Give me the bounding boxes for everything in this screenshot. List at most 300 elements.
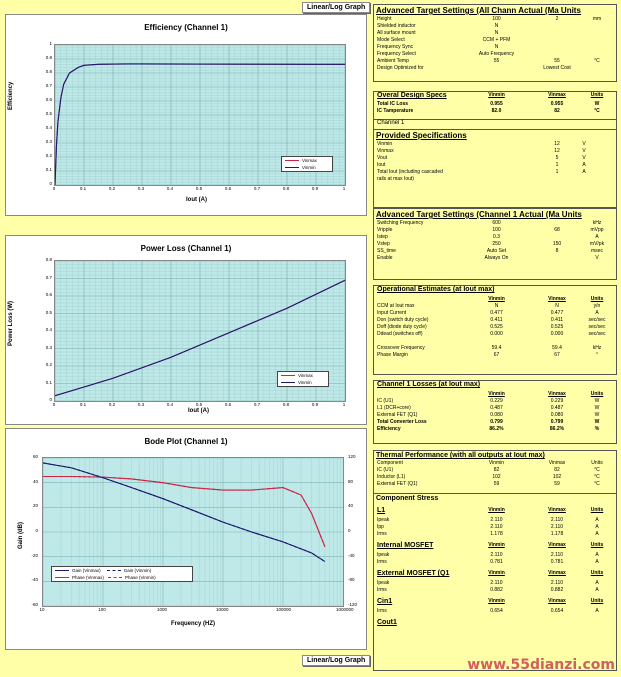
- table-row: [374, 587, 616, 594]
- cell-value: °C: [594, 481, 600, 487]
- cell-value: N: [494, 303, 499, 309]
- table-header-row: [374, 296, 616, 303]
- cell-value: W: [594, 405, 600, 411]
- table-row: [374, 580, 616, 587]
- tick-label: 0.8: [45, 69, 52, 74]
- cell-value: 0.080: [550, 412, 564, 418]
- cell-value: V: [595, 255, 599, 261]
- tick-label: 0.7: [45, 274, 52, 280]
- table-row: [374, 474, 616, 481]
- table-row: [374, 162, 616, 169]
- col-header: Vinmin: [488, 296, 505, 302]
- section-title: Advanced Target Settings (All Chann Actual (Ma Units: [376, 6, 581, 15]
- table-row: [374, 608, 616, 615]
- row-label: Ipeak: [377, 517, 390, 523]
- row-label: Irms: [377, 587, 387, 593]
- cell-value: 102: [552, 474, 562, 480]
- cell-value: 0.955: [490, 101, 503, 107]
- cell-value: 0.411: [490, 317, 503, 323]
- cell-value: 1.178: [550, 531, 564, 537]
- row-label: Vripple: [377, 227, 393, 233]
- cell-value: V: [582, 148, 586, 154]
- cell-value: 2.110: [490, 552, 503, 558]
- cell-value: kHz: [592, 220, 602, 226]
- cell-value: A: [595, 608, 599, 614]
- legend-label: Phase (Vinmin): [124, 575, 156, 580]
- row-label: Phase Margin: [377, 352, 408, 358]
- cell-value: 2.110: [550, 517, 564, 523]
- cell-value: 0.000: [490, 331, 503, 337]
- tick-label: 0.4: [166, 186, 174, 191]
- efficiency-plot-area: [54, 44, 346, 186]
- table-row: [374, 234, 616, 241]
- cell-value: 1: [555, 169, 559, 175]
- phase-line-vinmax: [43, 477, 325, 547]
- stress-group-header: [374, 570, 616, 580]
- row-label: All surface mount: [377, 30, 416, 36]
- row-label: Frequency Sync: [377, 44, 414, 50]
- table-row: [374, 531, 616, 538]
- section-title: Provided Specifications: [376, 131, 467, 140]
- cell-value: %: [594, 426, 600, 432]
- cell-value: W: [594, 398, 600, 404]
- row-label: Vinmax: [377, 148, 394, 154]
- x-axis-label: Frequency (HZ): [171, 621, 216, 627]
- tick-label: 0.2: [108, 402, 116, 407]
- stress-group-header: [374, 542, 616, 552]
- row-label: Enable: [377, 255, 393, 261]
- cell-value: 59.4: [491, 345, 502, 351]
- col-header: Units: [590, 296, 604, 302]
- section-title: Channel 1 Losses (at Iout max): [377, 381, 481, 388]
- cell-value: Always On: [484, 255, 509, 261]
- cell-value: 0.487: [550, 405, 564, 411]
- bode-plot-area: [42, 457, 344, 607]
- tick-label: 1: [342, 186, 346, 191]
- table-row: [374, 426, 616, 433]
- table-row: [374, 517, 616, 524]
- tick-label: 0: [49, 181, 52, 186]
- tick-label: 0.2: [45, 153, 52, 158]
- row-label: Vinmin: [377, 141, 393, 147]
- cell-value: 0.477: [550, 310, 564, 316]
- row-label: Total IC Loss: [377, 101, 409, 107]
- col-header: Units: [590, 391, 604, 397]
- advanced-target-settings-all: [373, 4, 617, 82]
- cell-value: V: [582, 141, 586, 147]
- cell-value: 0.955: [550, 101, 564, 107]
- row-label: Ambient Temp: [377, 58, 409, 64]
- cell-value: sec/sec: [588, 324, 606, 330]
- tick-label: 0.3: [137, 186, 145, 191]
- section-title: Advanced Target Settings (Channel 1 Actual (Ma Units: [376, 210, 582, 219]
- row-label: External FET (Q1): [377, 412, 418, 418]
- tick-label: 60: [32, 454, 38, 459]
- cell-value: 100: [492, 16, 501, 22]
- tick-label: 0.7: [45, 83, 52, 88]
- cell-value: 0.487: [490, 405, 503, 411]
- tick-label: 0.8: [282, 186, 290, 191]
- power-loss-plot-area: [54, 260, 346, 402]
- cell-value: A: [582, 169, 586, 175]
- cell-value: A: [595, 531, 599, 537]
- tick-label: -20: [31, 552, 38, 558]
- cell-value: 2.110: [550, 580, 564, 586]
- tick-label: 40: [348, 503, 354, 509]
- row-label: Doff (diode duty cycle): [377, 324, 427, 330]
- row-label: IC Tamperature: [377, 108, 414, 114]
- cell-value: W: [594, 101, 600, 107]
- col-header: Vinmin: [488, 391, 505, 397]
- table-row: [374, 44, 616, 51]
- table-row: [374, 37, 616, 44]
- cell-value: 0.080: [490, 412, 503, 418]
- tick-label: 10: [39, 607, 45, 612]
- row-label: Irms: [377, 531, 387, 537]
- table-row: [374, 324, 616, 331]
- section-title: Component Stress: [376, 495, 439, 502]
- col-header: Vinmax: [548, 507, 566, 513]
- tick-label: 0.5: [45, 309, 52, 315]
- cell-value: 5: [555, 155, 559, 161]
- table-header-row: [374, 286, 616, 296]
- row-label: Total Iout (including cascaded: [377, 169, 443, 175]
- cell-value: A: [595, 587, 599, 593]
- table-row: [374, 419, 616, 426]
- row-label: Ipp: [377, 524, 384, 530]
- x-axis-label: Iout (A): [188, 408, 209, 414]
- table-row: [374, 524, 616, 531]
- cell-value: 0.781: [550, 559, 564, 565]
- row-label: IC (U1): [377, 398, 394, 404]
- legend-label: Vinmin: [302, 165, 316, 170]
- row-label: Input Current: [377, 310, 407, 316]
- row-label: Ipeak: [377, 580, 390, 586]
- row-label: rails at max Iout): [377, 176, 414, 182]
- cell-value: °C: [594, 474, 600, 480]
- cell-value: 59: [493, 481, 500, 487]
- cell-value: °C: [594, 58, 600, 64]
- cell-value: sec/sec: [588, 331, 606, 337]
- row-label: Frequency Select: [377, 51, 416, 57]
- row-label: Total Converter Loss: [377, 419, 427, 425]
- cell-value: kHz: [592, 345, 602, 351]
- col-header: Units: [590, 507, 604, 513]
- table-row: [374, 255, 616, 262]
- cell-value: 0.411: [550, 317, 564, 323]
- tick-label: 0.7: [253, 402, 261, 407]
- col-header: Vinmax: [548, 92, 566, 98]
- table-row: [374, 108, 616, 115]
- tick-label: 0.4: [45, 125, 52, 130]
- col-header: Units: [590, 598, 604, 604]
- legend: [281, 156, 333, 172]
- cell-value: 0.882: [550, 587, 564, 593]
- cell-value: 0.3: [493, 234, 500, 240]
- tick-label: 0.6: [224, 402, 232, 407]
- cell-value: 2.110: [490, 517, 503, 523]
- legend-label: Gain (Vinmin): [123, 568, 152, 573]
- thermal-performance: [373, 450, 617, 494]
- col-header: Vinmax: [548, 542, 566, 548]
- cell-value: Units: [591, 460, 603, 466]
- table-header-row: [374, 391, 616, 398]
- tick-label: -40: [31, 577, 38, 583]
- tick-label: 100000: [276, 607, 292, 612]
- col-header: Vinmax: [548, 391, 566, 397]
- row-label: Component: [377, 460, 403, 466]
- cell-value: 150: [552, 241, 562, 247]
- tick-label: 80: [348, 478, 354, 484]
- cell-value: sec/sec: [588, 317, 606, 323]
- cell-value: 82.0: [491, 108, 502, 114]
- cell-value: 86.2%: [549, 426, 565, 432]
- table-row: [374, 460, 616, 467]
- table-row: [374, 16, 616, 23]
- table-row: [374, 227, 616, 234]
- linear-log-graph-button[interactable]: Linear/Log Graph: [302, 2, 370, 13]
- table-row: [374, 405, 616, 412]
- cell-value: 82: [554, 108, 560, 114]
- cell-value: 0.525: [550, 324, 564, 330]
- cell-value: A: [595, 234, 599, 240]
- legend-item: [278, 379, 328, 386]
- channel-label-text: Channel 1: [377, 120, 405, 126]
- cell-value: Lowest Cost: [543, 65, 571, 71]
- cell-value: 600: [492, 220, 501, 226]
- cell-value: 0.525: [490, 324, 503, 330]
- tick-label: -80: [348, 577, 355, 583]
- table-row: [374, 467, 616, 474]
- row-label: Ipeak: [377, 552, 390, 558]
- row-label: Vstep: [377, 241, 390, 247]
- cell-value: 102: [492, 474, 501, 480]
- table-row: [374, 51, 616, 58]
- cell-value: Vinmin: [488, 460, 505, 466]
- table-row: [374, 65, 616, 72]
- tick-label: 0.8: [45, 257, 52, 262]
- row-label: Efficiency: [377, 426, 401, 432]
- tick-label: 0: [49, 397, 52, 402]
- tick-label: -40: [348, 552, 355, 558]
- tick-label: 0.4: [45, 327, 52, 332]
- row-label: Don (switch duty cycle): [377, 317, 429, 323]
- cell-value: 68: [554, 227, 560, 233]
- tick-label: 0.9: [45, 55, 52, 60]
- tick-label: 0.1: [45, 379, 52, 385]
- tick-label: 0.2: [108, 186, 116, 191]
- col-header: Vinmin: [488, 598, 505, 604]
- tick-label: 0: [35, 528, 38, 533]
- row-label: Crossover Frequency: [377, 345, 425, 351]
- table-row: [374, 155, 616, 162]
- cell-value: 67: [554, 352, 560, 358]
- y-axis-label: Power Loss (W): [8, 300, 14, 346]
- col-header: Vinmax: [548, 570, 566, 576]
- cell-value: 59.4: [552, 345, 562, 351]
- efficiency-chart: [5, 14, 367, 216]
- cell-value: 86.2%: [489, 426, 504, 432]
- col-header: Vinmin: [488, 542, 505, 548]
- col-header: Vinmax: [548, 296, 566, 302]
- section-title: Thermal Performance (with all outputs at Iout max): [376, 452, 545, 459]
- chart-title: Bode Plot (Channel 1): [144, 437, 228, 446]
- table-row: [374, 169, 616, 176]
- table-row: [374, 148, 616, 155]
- tick-label: 120: [348, 454, 356, 459]
- table-row: [374, 552, 616, 559]
- cell-value: 0.000: [550, 331, 564, 337]
- cell-value: 0.799: [550, 419, 564, 425]
- phase-line-vinmin: [43, 477, 325, 547]
- cell-value: A: [595, 552, 599, 558]
- tick-label: -120: [348, 602, 358, 607]
- legend-item: [52, 574, 192, 581]
- y-axis-label: Efficiency: [8, 81, 14, 110]
- cell-value: mm: [592, 16, 602, 22]
- stress-group-header: [374, 619, 616, 629]
- tick-label: 0.7: [253, 186, 261, 191]
- cell-value: N: [494, 23, 499, 29]
- tick-label: 0.9: [311, 402, 319, 407]
- tick-label: 0.9: [311, 186, 319, 191]
- tick-label: 0.3: [45, 139, 52, 144]
- cell-value: 12: [554, 141, 560, 147]
- y-axis-label: Gain (dB): [18, 522, 24, 549]
- legend-item: [282, 157, 332, 164]
- row-label: Height: [377, 16, 392, 22]
- legend-label: Vinmin: [298, 380, 312, 385]
- cell-value: 250: [492, 241, 501, 247]
- legend: [277, 371, 329, 387]
- table-row: [374, 412, 616, 419]
- cell-value: 0.477: [490, 310, 503, 316]
- tick-label: 1: [49, 41, 52, 46]
- chart-title: Power Loss (Channel 1): [140, 244, 232, 253]
- table-row: [374, 303, 616, 310]
- cell-value: W: [594, 412, 600, 418]
- tick-label: 0.8: [282, 402, 290, 407]
- row-label: SS_time: [377, 248, 396, 254]
- tick-label: 0.6: [224, 186, 232, 191]
- tick-label: 0: [52, 186, 56, 191]
- tick-label: 0: [52, 402, 56, 407]
- tick-label: 0.2: [45, 362, 52, 367]
- table-row: [374, 310, 616, 317]
- row-label: Ddead (switches off): [377, 331, 423, 337]
- cell-value: V: [582, 155, 586, 161]
- legend: [51, 566, 193, 582]
- tick-label: 0.5: [195, 186, 203, 191]
- gain-line-vinmax: [43, 463, 325, 562]
- cell-value: A: [595, 559, 599, 565]
- tick-label: 0.4: [166, 402, 174, 407]
- legend-item: [282, 164, 332, 171]
- group-name: Cout1: [377, 619, 397, 626]
- legend-label: Vinmax: [298, 373, 313, 378]
- gain-line-vinmin: [43, 463, 325, 562]
- tick-label: 0.1: [79, 402, 87, 407]
- table-row: [374, 559, 616, 566]
- cell-value: 2: [555, 16, 559, 22]
- table-row: [374, 241, 616, 248]
- cell-value: Vinmax: [548, 460, 566, 466]
- cell-value: 2.110: [550, 552, 564, 558]
- cell-value: 2.110: [490, 524, 503, 530]
- cell-value: N: [555, 303, 559, 309]
- cell-value: A: [595, 517, 599, 523]
- tick-label: 100: [98, 607, 106, 612]
- cell-value: CCM + PFM: [482, 37, 511, 43]
- table-row: [374, 481, 616, 488]
- cell-value: 0.654: [490, 608, 503, 614]
- cell-value: mV/pk: [589, 241, 605, 247]
- cell-value: 0.799: [490, 419, 503, 425]
- table-row: [374, 30, 616, 37]
- row-label: Vout: [377, 155, 388, 161]
- row-label: Inductor (L1): [377, 474, 406, 480]
- cell-value: 8: [555, 248, 559, 254]
- table-row: [374, 338, 616, 345]
- tick-label: 40: [32, 478, 38, 484]
- cell-value: 12: [554, 148, 560, 154]
- tick-label: 0.1: [45, 167, 52, 172]
- watermark: www.55dianzi.com: [467, 657, 615, 673]
- tick-label: 1000000: [336, 607, 354, 612]
- overall-design-specs: [373, 91, 617, 121]
- col-header: Units: [590, 92, 604, 98]
- row-label: L1 (DCR+core): [377, 405, 411, 411]
- tick-label: 1: [342, 402, 346, 407]
- cell-value: 82: [493, 467, 500, 473]
- col-header: Vinmin: [488, 92, 505, 98]
- table-row: [374, 345, 616, 352]
- col-header: Units: [590, 570, 604, 576]
- x-axis-label: Iout (A): [186, 197, 207, 203]
- provided-specifications: [373, 129, 617, 208]
- table-header-row: [374, 381, 616, 391]
- row-label: Irms: [377, 608, 387, 614]
- tick-label: 1000: [156, 607, 167, 612]
- operational-estimates: [373, 285, 617, 375]
- cell-value: y/n: [593, 303, 601, 309]
- row-label: Istep: [377, 234, 388, 240]
- cell-value: Auto Set: [486, 248, 507, 254]
- cell-value: A: [595, 580, 599, 586]
- component-stress: [373, 493, 617, 671]
- table-row: [374, 317, 616, 324]
- table-row: [374, 23, 616, 30]
- linear-log-graph-button-bottom[interactable]: Linear/Log Graph: [302, 655, 370, 666]
- legend-label: Gain (Vinmax): [72, 568, 101, 573]
- table-header-row: [374, 92, 616, 101]
- table-row: [374, 331, 616, 338]
- cell-value: 2.110: [490, 580, 503, 586]
- table-row: [374, 58, 616, 65]
- row-label: Switching Frequency: [377, 220, 424, 226]
- section-title: Overal Design Specs: [377, 92, 447, 99]
- cell-value: 1.178: [490, 531, 503, 537]
- channel-label: [374, 120, 616, 127]
- tick-label: 0.3: [137, 402, 145, 407]
- tick-label: 0.3: [45, 344, 52, 350]
- cell-value: A: [595, 524, 599, 530]
- legend-label: Phase (Vinmax): [72, 575, 104, 580]
- row-label: IC (U1): [377, 467, 394, 473]
- cell-value: 100: [492, 227, 501, 233]
- cell-value: 0.654: [550, 608, 564, 614]
- cell-value: msec: [591, 248, 603, 254]
